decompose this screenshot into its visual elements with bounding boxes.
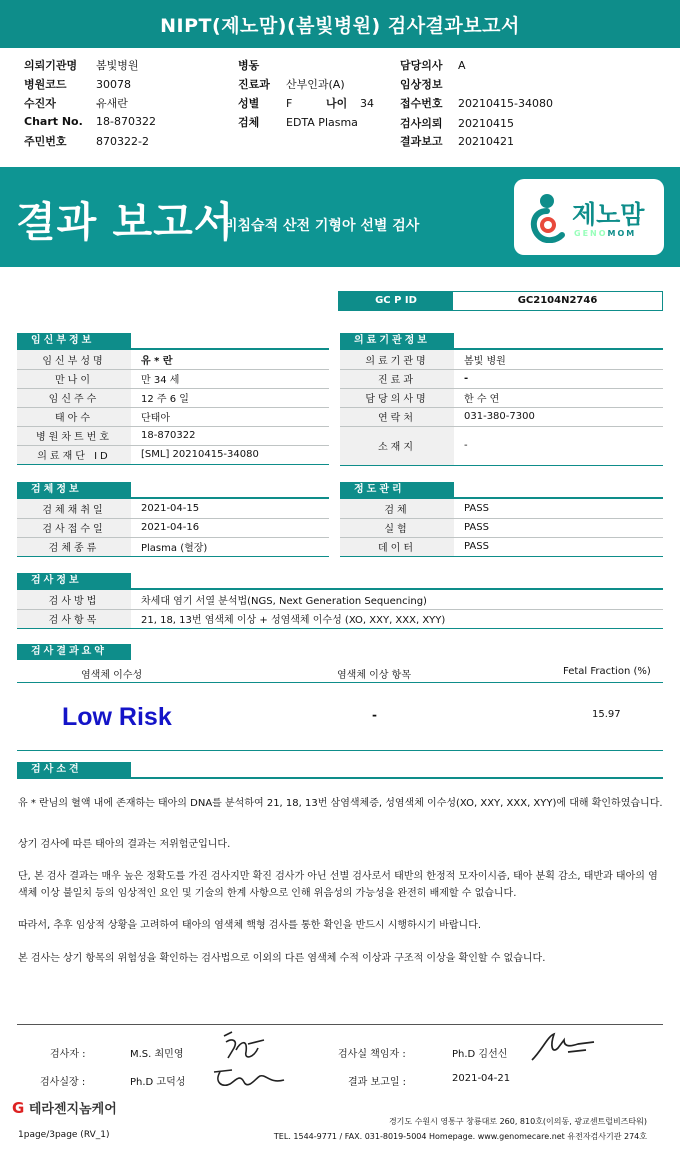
table-row: 연락처 031-380-7300 [340,407,663,426]
summary-header [17,662,663,683]
report-title: NIPT(제노맘)(봄빛병원) 검사결과보고서 [0,0,680,48]
section-institution: 의료기관정보 [340,333,454,349]
risk-result: Low Risk [62,703,172,731]
report-date-label: 결과 보고일 : [348,1077,407,1088]
summary-divider [17,750,663,751]
specimen-table [17,499,329,557]
company-contact: TEL. 1544-9771 / FAX. 031-8019-5004 Homepage. www.genomecare.net 유전자검사기관 274호 [273,1132,647,1141]
table-row: 검체채취일 2021-04-15 [17,499,329,518]
company-address: 경기도 수원시 영통구 창룡대로 260, 810호(이의동, 광교센트럴비즈타워) [388,1117,647,1126]
summary-col-aneuploidy: 염색체 이수성 [81,670,143,681]
header-row: 병동 [238,59,260,72]
table-row: 임신부성명 유 * 란 [17,350,329,369]
table-row: 진료과 - [340,369,663,388]
section-patient: 임신부정보 [17,333,131,349]
header-row: 의뢰기관명 봄빛병원 [24,59,139,72]
section-qc: 정도관리 [340,482,454,498]
qc-table [340,499,663,557]
page-number: 1page/3page (RV_1) [18,1130,110,1140]
table-row: 의료재단 ID [SML] 20210415-34080 [17,445,329,464]
header-row: 진료과 산부인과(A) [238,78,345,91]
report-banner [0,167,680,267]
table-row: 검사방법 차세대 염기 서열 분석법(NGS, Next Generation Sequencing) [17,590,663,609]
header-row: 수진자 유새란 [24,97,128,110]
director-signature [210,1062,290,1094]
header-row: 병원코드 30078 [24,78,131,91]
header-row: 검사의뢰 20210415 [400,117,514,130]
section-summary: 검사결과요약 [17,644,131,660]
fetal-fraction-value: 15.97 [592,709,621,720]
table-row: 만나이 만 34 세 [17,369,329,388]
section-specimen: 검체정보 [17,482,131,498]
header-row: Chart No. 18-870322 [24,115,156,128]
tester-signature [218,1028,268,1064]
table-row: 검사접수일 2021-04-16 [17,518,329,537]
gc-pid-value: GC2104N2746 [517,295,598,306]
table-row: 데이터 PASS [340,537,663,556]
abnormal-items-value: - [372,708,377,722]
lab-head-name: Ph.D 김선신 [452,1049,508,1060]
finding-paragraph: 본 검사는 상기 항목의 위험성을 확인하는 검사법으로 이외의 다른 염색체 수적 이상과 구조적 이상을 확인할 수 없습니다. [18,953,546,964]
patient-table [17,350,329,465]
logo-text-en: GENOMOM [574,229,637,238]
gc-pid-label: GC P ID [339,292,453,310]
header-row: 성별 F [238,97,293,110]
director-label: 검사실장 : [40,1077,86,1088]
section-underline [17,777,663,779]
table-row: 태아수 단태아 [17,407,329,426]
header-row: 주민번호 870322-2 [24,135,149,148]
test-table [17,590,663,629]
header-row: 검체 EDTA Plasma [238,116,358,129]
header-row: 접수번호 20210415-34080 [400,97,553,110]
table-row: 검체종류 Plasma (혈장) [17,537,329,556]
signature-divider [17,1024,663,1025]
logo-text-kr: 제노맘 [572,200,645,229]
finding-paragraph: 따라서, 추후 임상적 상황을 고려하여 태아의 염색체 핵형 검사를 통한 확인을 반드시 시행하시기 바랍니다. [18,920,482,931]
table-row: 실험 PASS [340,518,663,537]
lab-head-signature [528,1028,600,1066]
section-findings: 검사소견 [17,762,131,778]
header-age: 나이 34 [326,97,374,110]
finding-paragraph: 상기 검사에 따른 태아의 결과는 저위험군입니다. [18,839,231,850]
table-row: 의료기관명 봄빛 병원 [340,350,663,369]
header-row: 결과보고 20210421 [400,135,514,148]
table-row: 검체 PASS [340,499,663,518]
tester-label: 검사자 : [50,1049,86,1060]
terragen-logo-icon: G [12,1099,25,1117]
table-row: 임신주수 12 주 6 일 [17,388,329,407]
finding-paragraph: 유 * 란님의 혈액 내에 존재하는 태아의 DNA를 분석하여 21, 18, 13번 삼염색체증, 성염색체 이수성(XO, XXY, XXX, XYY)에 대해 확인하였습니다. [18,798,663,809]
summary-col-fetal-fraction: Fetal Fraction (%) [563,666,651,677]
banner-subtitle: 비침습적 산전 기형아 선별 검사 [224,218,420,234]
table-row: 검사항목 21, 18, 13번 염색체 이상 + 성염색체 이수성 (XO, XXY, XXX, XYY) [17,609,663,628]
finding-paragraph: 단, 본 검사 결과는 매우 높은 정확도를 가진 검사지만 확진 검사가 아닌 선별 검사로서 태반의 한정적 모자이시즘, 태아 분획 감소, 태반과 태아의 염색체 이상 불일치 등의 임상적인 요인 및 기술의 한계 사항으로 인해 위음성의 가능성을 완전히 배제할 수 없습니다. [18,871,658,899]
gc-pid-bar [338,291,663,311]
mother-baby-icon [526,191,568,243]
header-row: 담당의사 A [400,59,466,72]
header-row: 임상정보 [400,78,443,91]
genomom-logo [514,179,664,255]
lab-head-label: 검사실 책임자 : [338,1049,406,1060]
section-test: 검사정보 [17,573,131,589]
company-brand: G 테라젠지놈케어 [12,1099,117,1117]
report-date-value: 2021-04-21 [452,1073,511,1084]
summary-col-abnormal: 염색체 이상 항목 [337,670,411,681]
table-row: 소재지 - [340,426,663,465]
table-row: 병원차트번호 18-870322 [17,426,329,445]
institution-table [340,350,663,466]
table-row: 담당의사명 한 수 연 [340,388,663,407]
banner-title: 결과 보고서 [16,198,235,246]
director-name: Ph.D 고덕성 [130,1077,186,1088]
tester-name: M.S. 최민영 [130,1049,184,1060]
